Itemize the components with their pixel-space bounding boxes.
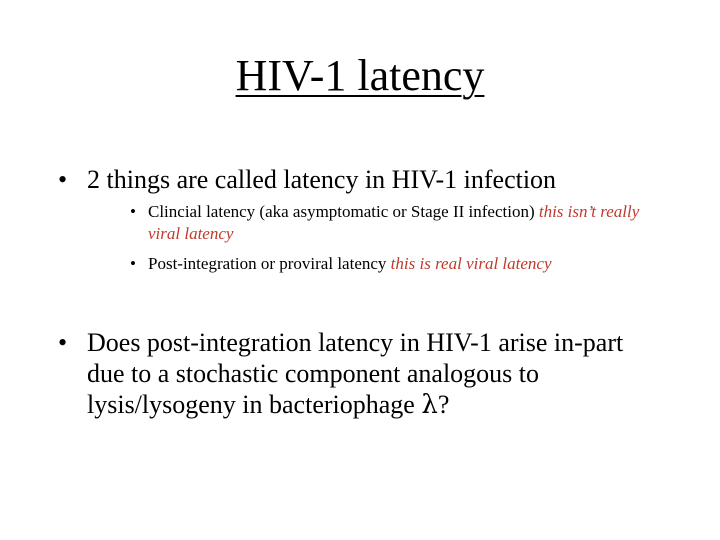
bullet-text: 2 things are called latency in HIV-1 infection <box>87 165 557 194</box>
subbullet-highlight: this isn’t really viral latency <box>148 202 640 243</box>
bullet-text: Does post-integration latency in HIV-1 arise in-part due to a stochastic component analogous to lysis/lysogeny in bacteriophage <box>87 328 624 419</box>
subbullet-marker: • <box>130 254 136 273</box>
title-text: HIV-1 latency <box>235 51 485 100</box>
subbullet-highlight: this is real viral latency <box>390 254 552 273</box>
subbullet-marker: • <box>130 202 136 221</box>
subbullet-2 <box>130 253 670 275</box>
subbullet-text: Post-integration or proviral latency <box>148 254 391 273</box>
bullet-2 <box>58 327 658 421</box>
subbullet-content <box>148 201 650 245</box>
subbullet-1 <box>130 201 650 245</box>
slide-title <box>0 52 720 100</box>
bullet-end: ? <box>437 390 450 419</box>
subbullet-content <box>148 253 552 275</box>
bullet-1 <box>58 164 698 195</box>
bullet-marker: • <box>58 328 68 357</box>
bullet-content <box>87 327 658 421</box>
subbullet-text: Clincial latency (aka asymptomatic or Stage II infection) <box>148 202 539 221</box>
bullet-marker: • <box>58 165 68 194</box>
lambda-symbol: λ <box>421 390 438 420</box>
